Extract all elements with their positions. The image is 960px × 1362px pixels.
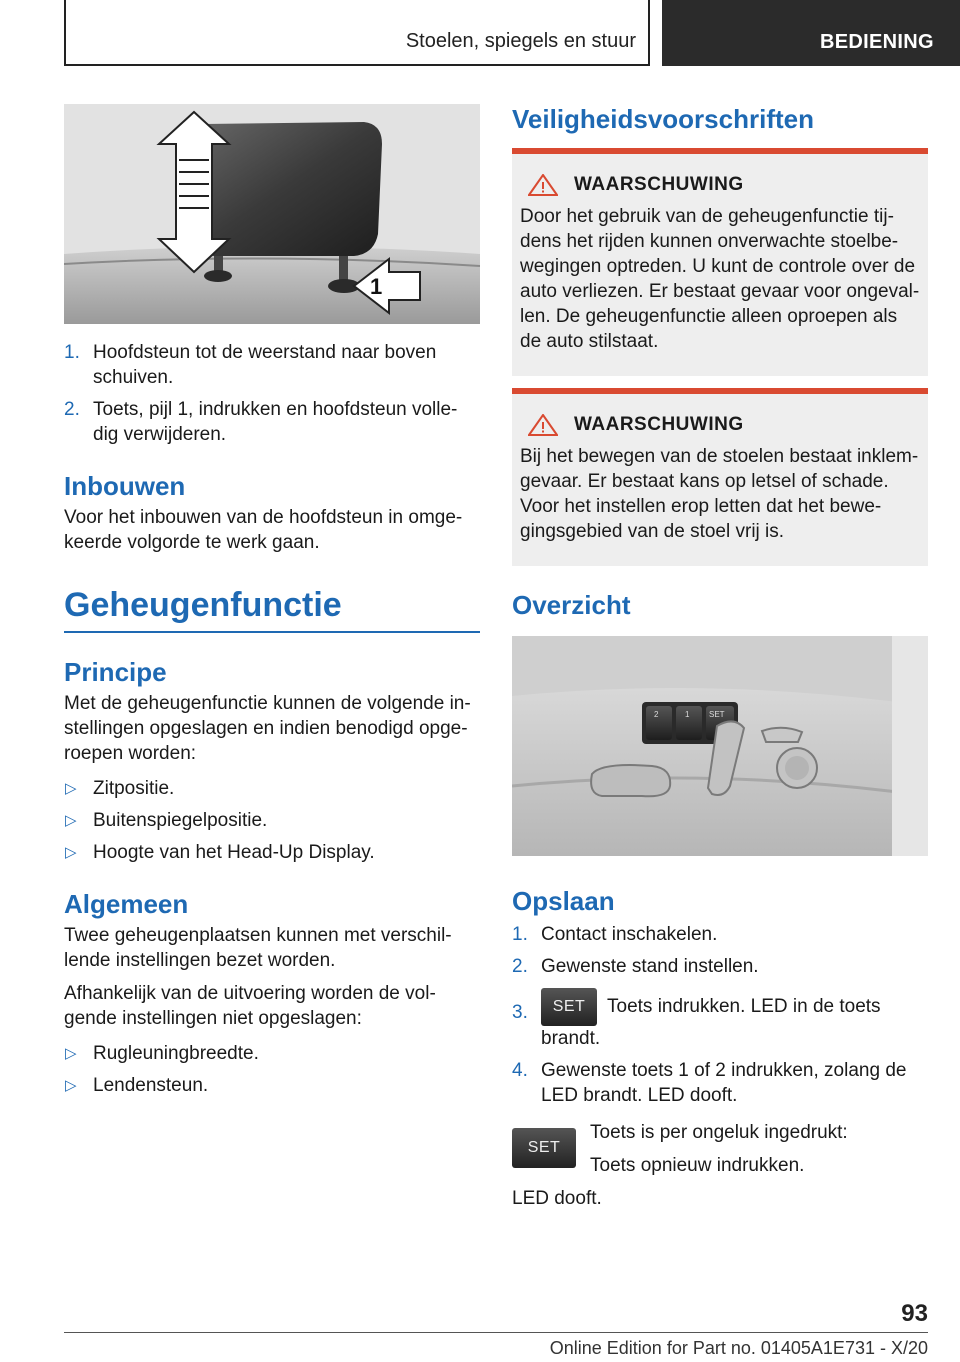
- inbouwen-text: Voor het inbouwen van de hoofdsteun in omge-keerde volgorde te werk gaan.: [64, 507, 463, 553]
- memory-key-2: 2: [654, 710, 659, 719]
- algemeen-text-2: Afhankelijk van de uitvoering worden de vol-gende instellingen niet opgeslagen:: [64, 983, 436, 1029]
- heading-underline: [64, 631, 480, 633]
- list-item: ▷ Lendensteun.: [65, 1075, 209, 1096]
- right-column: [512, 104, 928, 1211]
- chapter-title: Stoelen, spiegels en stuur: [405, 30, 636, 52]
- list-item: 4. Gewenste toets 1 of 2 indrukken, zolang de LED brandt. LED dooft.: [512, 1060, 907, 1106]
- list-item: 2. Toets, pijl 1, indrukken en hoofdsteun volle-dig verwijderen.: [64, 399, 458, 445]
- heading-algemeen: Algemeen: [64, 889, 189, 919]
- algemeen-list: [64, 1041, 480, 1098]
- list-item: ▷ Zitpositie.: [65, 778, 175, 799]
- list-item: ▷ Rugleuningbreedte.: [65, 1043, 259, 1064]
- set-key-icon: SET: [541, 988, 597, 1026]
- headrest-figure: [64, 104, 480, 324]
- list-item: 3. SET Toets indrukken. LED in de toets brandt.: [512, 986, 928, 1051]
- set-key-icon: SET: [512, 1128, 576, 1168]
- heading-principe: Principe: [64, 657, 167, 687]
- seat-controls-figure: [512, 636, 928, 856]
- principe-text: Met de geheugenfunctie kunnen de volgende in-stellingen opgeslagen en indien benodigd opge-roepen worden:: [64, 693, 471, 764]
- header-section-box: [662, 0, 960, 66]
- heading-inbouwen: Inbouwen: [64, 471, 186, 501]
- algemeen-text-1: Twee geheugenplaatsen kunnen met verschil-lende instellingen bezet worden.: [64, 925, 452, 971]
- list-item: 2. Gewenste stand instellen.: [512, 956, 759, 977]
- heading-overzicht: Overzicht: [512, 590, 631, 620]
- section-title: BEDIENING: [820, 31, 934, 53]
- principe-list: [64, 776, 480, 865]
- warning-triangle-icon: [528, 414, 558, 436]
- warning-box: [512, 148, 928, 376]
- bullet-triangle-icon: ▷: [65, 812, 77, 829]
- footer-divider: [64, 1332, 928, 1333]
- warning-box: [512, 388, 928, 566]
- footer-edition: Online Edition for Part no. 01405A1E731 - X/20: [549, 1338, 928, 1358]
- list-item: 1. Contact inschakelen.: [512, 924, 718, 945]
- led-text: LED dooft.: [512, 1188, 602, 1209]
- memory-key-set: SET: [709, 710, 725, 719]
- heading-opslaan: Opslaan: [512, 886, 615, 916]
- warning-title: WAARSCHUWING: [574, 174, 744, 195]
- header-title-box: [64, 0, 650, 66]
- warning-text: Door het gebruik van de geheugenfunctie tij-dens het rijden kunnen onverwachte stoelbe-wegingen optreden. U kunt de controle over de auto verliezen. Er bestaat gevaar voor ongeval-len. De geheugenfunctie alleen oproepen als de auto stilstaat.: [520, 206, 920, 352]
- heading-veiligheidsvoorschriften: Veiligheidsvoorschriften: [512, 104, 814, 134]
- set-note: [512, 1120, 928, 1178]
- warning-title: WAARSCHUWING: [574, 414, 744, 435]
- seat-controls-illustration: [512, 636, 928, 856]
- opslaan-steps: [512, 922, 928, 1108]
- bullet-triangle-icon: ▷: [65, 780, 77, 797]
- removal-steps: [64, 340, 480, 447]
- note-text-2: Toets opnieuw indrukken.: [590, 1155, 805, 1176]
- figure-callout-1: 1: [370, 274, 383, 299]
- list-item: ▷ Hoogte van het Head-Up Display.: [65, 842, 375, 863]
- bullet-triangle-icon: ▷: [65, 844, 77, 861]
- warning-text: Bij het bewegen van de stoelen bestaat inklem-gevaar. Er bestaat kans op letsel of schade. Voor het instellen erop letten dat het bewe-gingsgebied van de stoel vrij is.: [520, 446, 919, 542]
- list-item: ▷ Buitenspiegelpositie.: [65, 810, 268, 831]
- bullet-triangle-icon: ▷: [65, 1077, 77, 1094]
- headrest-illustration: [64, 104, 480, 324]
- warning-triangle-icon: [528, 174, 558, 196]
- heading-geheugenfunctie: Geheugenfunctie: [64, 586, 342, 624]
- left-column: [64, 104, 480, 1105]
- memory-key-1: 1: [685, 710, 690, 719]
- page-number: 93: [901, 1300, 928, 1327]
- bullet-triangle-icon: ▷: [65, 1045, 77, 1062]
- note-text-1: Toets is per ongeluk ingedrukt:: [590, 1122, 848, 1143]
- list-item: 1. Hoofdsteun tot de weerstand naar boven schuiven.: [64, 342, 437, 388]
